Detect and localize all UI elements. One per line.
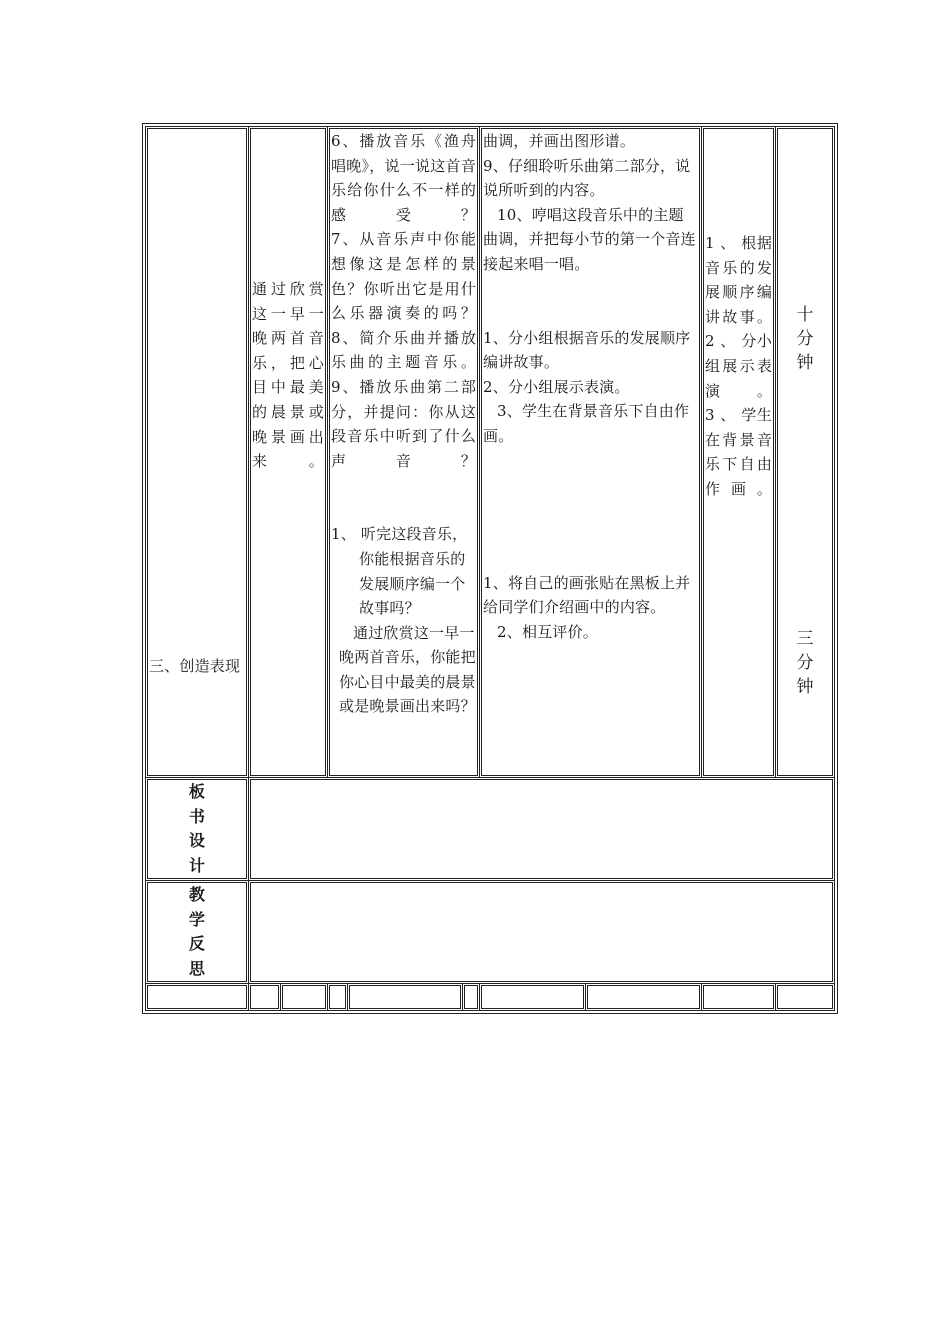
teacher-item: 7、从音乐声中你能想像这是怎样的景色？你听出它是用什么乐器演奏的吗？ — [331, 230, 477, 323]
board-design-content — [249, 778, 835, 881]
spacer — [483, 449, 698, 547]
student-activity-cell — [480, 127, 702, 778]
spacer — [483, 277, 698, 326]
student-item: 2、分小组展示表演。 — [483, 377, 630, 396]
lesson-plan-table — [145, 126, 835, 1011]
board-design-row — [146, 778, 835, 881]
blank-cell — [146, 984, 249, 1011]
reflection-content — [249, 881, 835, 984]
design-item: 2 、 分小组展示表演。 — [705, 332, 773, 400]
blank-cell — [702, 984, 776, 1011]
student-item: 曲调，并画出图形谱。 — [483, 132, 636, 150]
reflection-label: 教学反思 — [188, 885, 206, 978]
student-item: 3、学生在背景音乐下自由作画。 — [483, 402, 690, 445]
student-item: 2、相互评价。 — [497, 622, 598, 641]
design-item: 3 、 学生在背景音乐下自由作画。 — [705, 406, 773, 498]
design-intent-cell — [702, 127, 776, 778]
board-design-label: 板书设计 — [188, 782, 206, 875]
blank-cell — [586, 984, 702, 1011]
teacher-question: 通过欣赏这一早一晚两首音乐，你能把你心目中最美的晨景或是晚景画出来吗？ — [339, 623, 476, 716]
spacer — [483, 547, 698, 571]
stage-cell — [146, 127, 249, 778]
blank-cell — [249, 984, 281, 1011]
objective-text: 通过欣赏这一早一晚两首音乐，把心目中最美的晨景或晚景画出来。 — [252, 280, 325, 471]
time-first: 十分钟 — [796, 305, 814, 373]
objective-cell — [249, 127, 328, 778]
blank-cell — [348, 984, 463, 1011]
blank-cell — [281, 984, 328, 1011]
time-second: 三分钟 — [796, 629, 814, 697]
reflection-label-cell — [146, 881, 249, 984]
blank-row — [146, 984, 835, 1011]
design-item: 1 、 根据音乐的发展顺序编讲故事。 — [705, 234, 773, 326]
blank-cell — [776, 984, 835, 1011]
time-cell — [776, 127, 835, 778]
teacher-activity-cell — [328, 127, 480, 778]
board-design-label-cell — [146, 778, 249, 881]
teacher-item: 6、播放音乐《渔舟唱晚》，说一说这首音乐给你什么不一样的感受？ — [331, 132, 477, 224]
stage-label: 三、创造表现 — [149, 656, 241, 675]
student-item: 1、将自己的画张贴在黑板上并给同学们介绍画中的内容。 — [483, 573, 691, 617]
spacer — [331, 473, 476, 522]
blank-cell — [480, 984, 586, 1011]
student-item: 10、哼唱这段音乐中的主题曲调，并把每小节的第一个音连接起来唱一唱。 — [483, 205, 696, 273]
student-item: 1、分小组根据音乐的发展顺序编讲故事。 — [483, 328, 691, 372]
blank-cell — [328, 984, 348, 1011]
activity-row — [146, 127, 835, 778]
student-item: 9、仔细聆听乐曲第二部分，说说所听到的内容。 — [483, 156, 691, 200]
reflection-row — [146, 881, 835, 984]
blank-cell — [463, 984, 480, 1011]
teacher-item: 9、播放乐曲第二部分，并提问：你从这段音乐中听到了什么声音？ — [331, 377, 477, 470]
teacher-item: 8、简介乐曲并播放乐曲的主题音乐。 — [331, 328, 477, 372]
teacher-question: 1、 听完这段音乐，你能根据音乐的发展顺序编一个故事吗？ — [331, 525, 468, 618]
